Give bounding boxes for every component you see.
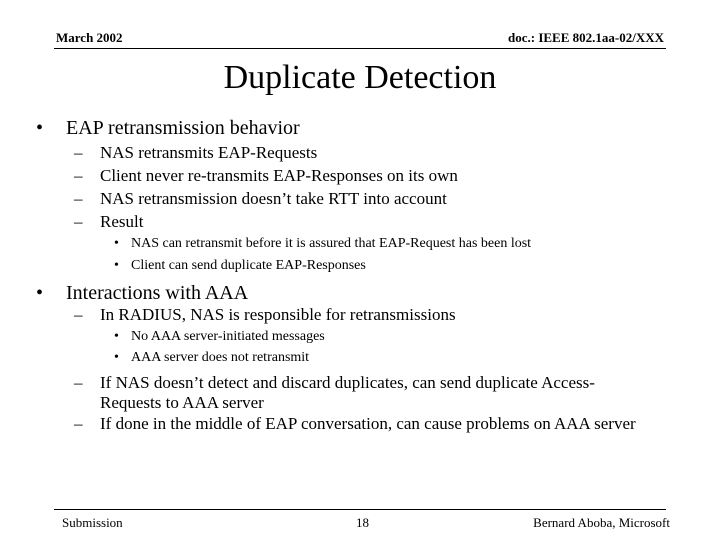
footer-rule bbox=[54, 509, 666, 510]
sub-list-item: No AAA server-initiated messages bbox=[131, 329, 325, 344]
sub-list-item: NAS can retransmit before it is assured that EAP-Request has been lost bbox=[131, 236, 532, 251]
list-item: If done in the middle of EAP conversation, can cause problems on AAA server bbox=[100, 414, 636, 433]
section-heading-interactions-aaa: Interactions with AAA bbox=[66, 282, 249, 304]
sub-list-item: AAA server does not retransmit bbox=[131, 350, 310, 365]
list-item: If NAS doesn’t detect and discard duplicates, can send duplicate Access- bbox=[100, 373, 595, 392]
bullet-marker: • bbox=[114, 329, 119, 344]
header-date: March 2002 bbox=[56, 30, 123, 45]
slide-title: Duplicate Detection bbox=[223, 59, 497, 96]
list-item: NAS retransmits EAP-Requests bbox=[100, 143, 318, 162]
dash-marker: – bbox=[74, 166, 83, 185]
bullet-marker: • bbox=[36, 282, 44, 304]
dash-marker: – bbox=[74, 143, 83, 162]
list-item-continuation: Requests to AAA server bbox=[100, 393, 264, 412]
dash-marker: – bbox=[74, 305, 83, 324]
footer-author: Bernard Aboba, Microsoft bbox=[533, 515, 670, 530]
dash-marker: – bbox=[74, 414, 83, 433]
dash-marker: – bbox=[74, 373, 83, 392]
list-item: Client never re-transmits EAP-Responses on its own bbox=[100, 166, 458, 185]
header-doc-id: doc.: IEEE 802.1aa-02/XXX bbox=[507, 30, 664, 45]
list-item: In RADIUS, NAS is responsible for retransmissions bbox=[100, 305, 456, 324]
bullet-marker: • bbox=[114, 236, 119, 251]
bullet-marker: • bbox=[114, 350, 119, 365]
dash-marker: – bbox=[74, 189, 83, 208]
list-item: NAS retransmission doesn’t take RTT into account bbox=[100, 189, 447, 208]
header-rule bbox=[54, 48, 666, 49]
list-item: Result bbox=[100, 212, 144, 231]
section-heading-eap-retransmission: EAP retransmission behavior bbox=[66, 117, 300, 139]
bullet-marker: • bbox=[114, 258, 119, 273]
sub-list-item: Client can send duplicate EAP-Responses bbox=[131, 258, 366, 273]
footer-submission: Submission bbox=[62, 515, 123, 530]
bullet-marker: • bbox=[36, 117, 44, 139]
page-number: 18 bbox=[356, 515, 369, 530]
dash-marker: – bbox=[74, 212, 83, 231]
